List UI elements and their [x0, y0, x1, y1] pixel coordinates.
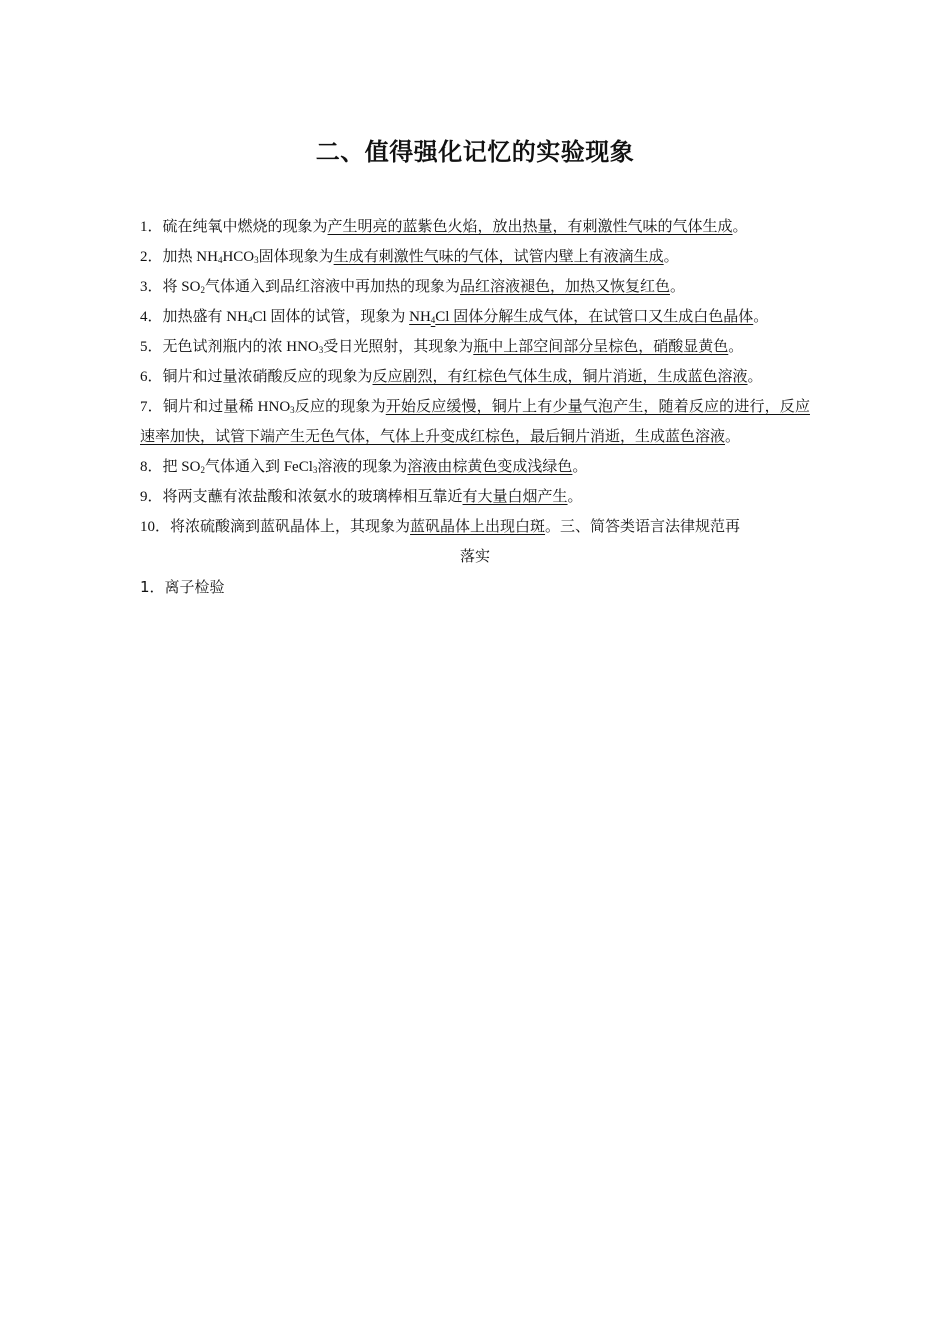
list-item: [140, 512, 810, 542]
item-text: 加热 NH: [162, 249, 218, 265]
item-text: 铜片和过量浓硝酸反应的现象为: [162, 369, 373, 385]
item-number: 9．: [140, 489, 163, 505]
subscript: 3: [312, 465, 318, 475]
subscript: 3: [290, 405, 295, 415]
item-text: 。: [725, 429, 741, 445]
answer-text: 生成有刺激性气味的气体，试管内壁上有液滴生成: [333, 249, 664, 265]
item-10-continuation: 落实: [459, 549, 490, 565]
item-number: 8．: [140, 459, 163, 475]
item-text: 将浓硫酸滴到蓝矾晶体上，其现象为: [170, 519, 411, 535]
item-number: 7．: [140, 399, 163, 415]
answer-text: 开始反应缓慢，铜片上有少量气泡产生，随着反应的进行，反应速率加快，试管下端产生无色气体，气体上升变成红棕色，最后铜片消逝，生成蓝色溶液: [140, 399, 810, 445]
items-container: [140, 212, 810, 542]
item-text: 。: [732, 219, 748, 235]
item-text: 。: [753, 309, 769, 325]
item-number: 10．: [140, 519, 171, 535]
item-text: 无色试剂瓶内的浓 HNO: [162, 339, 319, 355]
item-text: 受日光照射，其现象为: [323, 339, 474, 355]
item-text: 硫在纯氧中燃烧的现象为: [162, 219, 328, 235]
answer-text: 4: [430, 315, 436, 325]
subscript: 2: [200, 465, 205, 475]
item-text: 。: [663, 249, 679, 265]
subheading-ion-test: 1．离子检验: [140, 578, 225, 596]
item-text: 气体通入到品红溶液中再加热的现象为: [204, 279, 460, 295]
item-number: 2．: [140, 249, 163, 265]
item-text: 反应的现象为: [294, 399, 386, 415]
list-item: [140, 302, 810, 332]
answer-text: 有大量白烟产生: [462, 489, 568, 505]
subscript: 4: [247, 315, 253, 325]
subscript: 2: [200, 285, 205, 295]
answer-text: 产生明亮的蓝紫色火焰，放出热量，有刺激性气味的气体生成: [327, 219, 733, 235]
item-text: 。: [572, 459, 588, 475]
list-item: [140, 452, 810, 482]
item-number: 6．: [140, 369, 163, 385]
item-number: 3．: [140, 279, 163, 295]
item-text: 加热盛有 NH: [162, 309, 248, 325]
answer-text: Cl 固体分解生成气体，在试管口又生成白色晶体: [435, 309, 754, 325]
item-text: 气体通入到 FeCl: [204, 459, 313, 475]
list-item: [140, 362, 810, 392]
item-text: Cl 固体的试管，现象为: [252, 309, 410, 325]
item-text: 溶液的现象为: [317, 459, 408, 475]
phenomena-list: [140, 212, 810, 602]
page-title: 二、值得强化记忆的实验现象: [315, 138, 635, 166]
item-text: 。: [669, 279, 685, 295]
item-text: 。: [567, 489, 583, 505]
item-text: 铜片和过量稀 HNO: [162, 399, 291, 415]
subscript: 3: [254, 255, 259, 265]
list-item: [140, 332, 810, 362]
item-text: 将 SO: [162, 279, 201, 295]
subscript: 4: [217, 255, 223, 265]
list-item: [140, 212, 810, 242]
item-text: 。: [728, 339, 744, 355]
item-number: 4．: [140, 309, 163, 325]
answer-text: 蓝矾晶体上出现白斑: [410, 519, 546, 535]
item-text: 将两支蘸有浓盐酸和浓氨水的玻璃棒相互靠近: [162, 489, 463, 505]
answer-text: 溶液由棕黄色变成浅绿色: [407, 459, 573, 475]
item-text: 。三、简答类语言法律规范再: [545, 519, 741, 535]
list-item: [140, 242, 810, 272]
answer-text: NH: [409, 309, 431, 325]
item-number: 5．: [140, 339, 163, 355]
answer-text: 品红溶液褪色，加热又恢复红色: [459, 279, 670, 295]
list-item: [140, 272, 810, 302]
item-text: 把 SO: [162, 459, 201, 475]
list-item: [140, 392, 810, 452]
answer-text: 反应剧烈，有红棕色气体生成，铜片消逝，生成蓝色溶液: [372, 369, 748, 385]
item-text: 。: [747, 369, 763, 385]
item-text: 固体现象为: [258, 249, 334, 265]
subscript: 3: [318, 345, 324, 355]
answer-text: 瓶中上部空间部分呈棕色，硝酸显黄色: [473, 339, 729, 355]
item-text: HCO: [222, 249, 255, 265]
list-item: [140, 482, 810, 512]
item-number: 1．: [140, 219, 163, 235]
